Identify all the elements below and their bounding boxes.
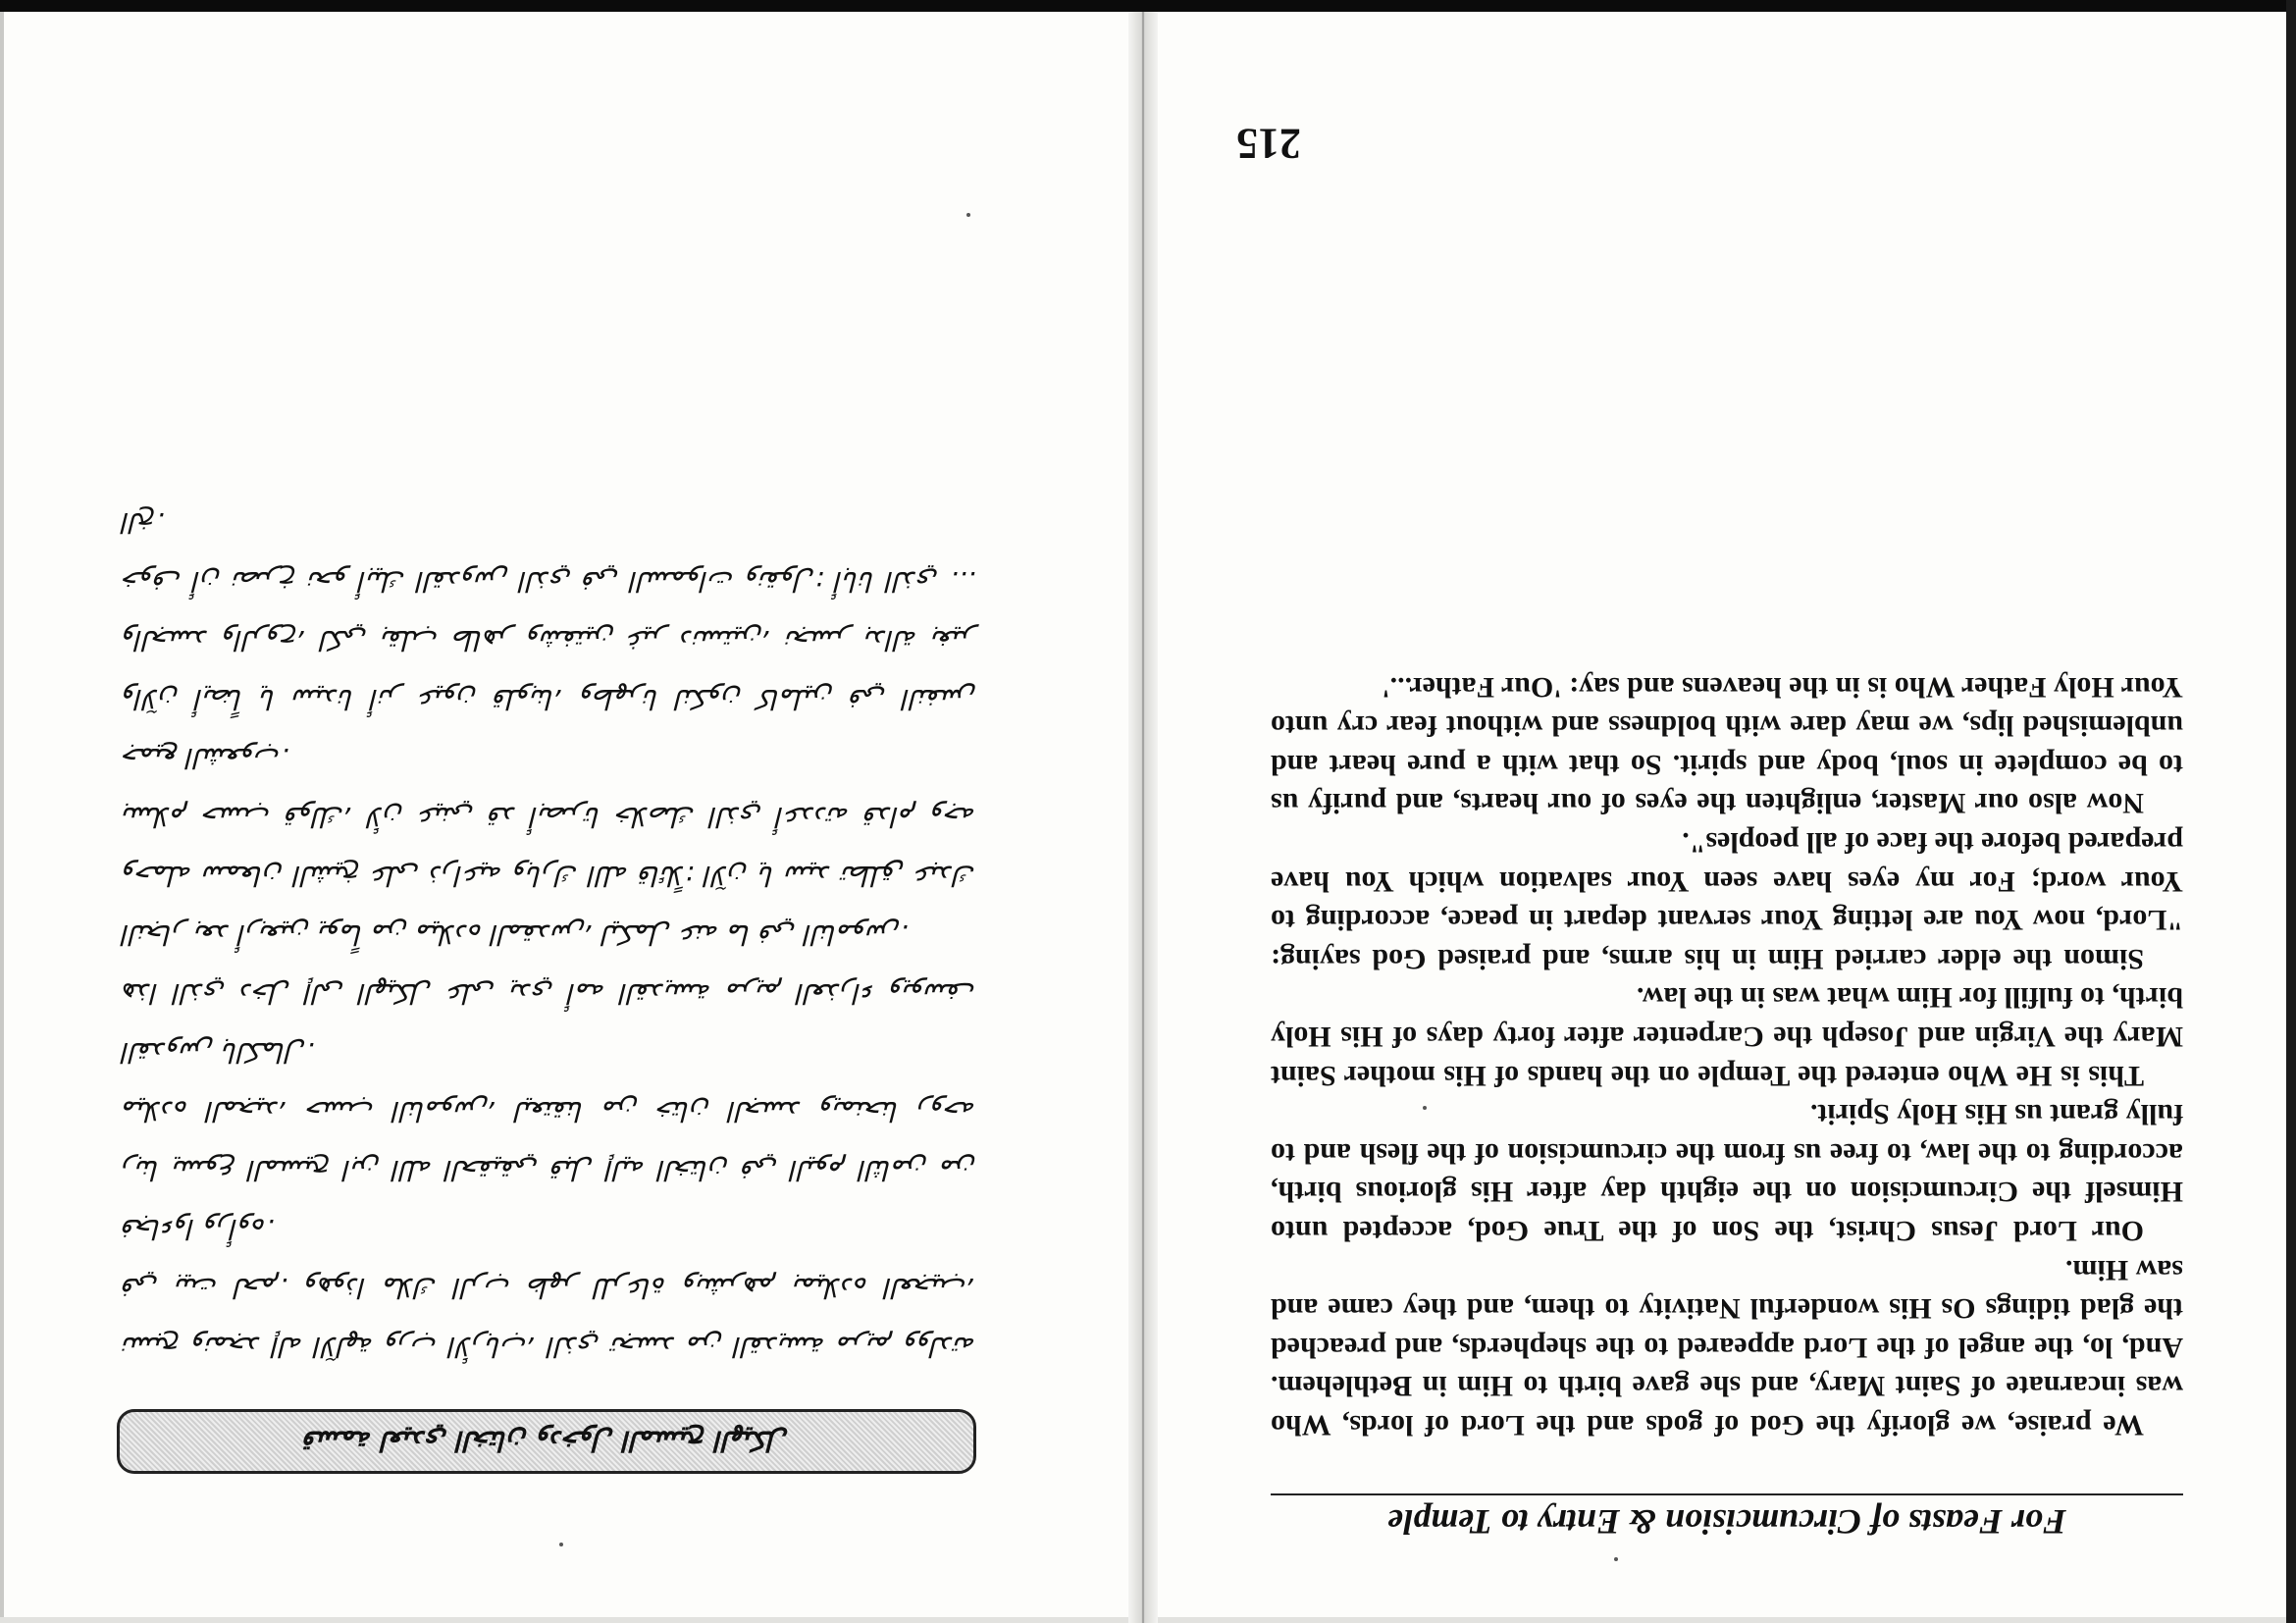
scan-speck bbox=[1423, 1106, 1427, 1110]
arabic-paragraph: والآن أيضاً يا سيدنا أنر عيون قلوبنا، وطهرنا لنكون كاملين في النفس والجسد والروح، لكي بقلب طاهر وشفتين غير دنستين، نجسر بدالة بغير خوف أن نصرخ نحو أبيك القدوس الذي في السموات ونقول: أبانا الذي ... الخ. bbox=[123, 506, 976, 715]
arabic-heading: قسمة لعيدي الختان ودخول المسيح الهيكل bbox=[304, 1425, 789, 1458]
english-text-block bbox=[1236, 51, 2218, 1582]
arabic-text-block bbox=[118, 51, 981, 1582]
english-paragraph: Simon the elder carried Him in his arms, and praised God saying: "Lord, now You are letting Your servant depart in peace, according to Your word; For my eyes have seen Your salvation which You have prepared before the face of all peoples". bbox=[1271, 826, 2183, 975]
arabic-paragraph: ربنا يسوع المسيح ابن الله الحقيقي قبل إليه الختان في اليوم الثامن من ميلاده المجيد، حسب الناموس، ليعتقنا من ختان الجسد ويمنحنا روحه القدوس بالكمال. bbox=[123, 1036, 976, 1186]
page-number: 215 bbox=[1236, 120, 1301, 168]
arabic-heading-banner bbox=[117, 1409, 976, 1474]
right-page-english bbox=[1158, 12, 2286, 1623]
scan-speck bbox=[1614, 1557, 1618, 1561]
book-gutter bbox=[1128, 12, 1158, 1623]
arabic-paragraph: وحمله سمعان الشيخ على ذراعيه وبارك الله قائلاً: الآن يا سيد تطلق عبدك بسلام حسب قولك، لأن عيني قد أبصرتا خلاصك الذي أعددته قدام وجه جميع الشعوب. bbox=[123, 742, 976, 892]
arabic-paragraph: هذا الذي دخل إلى الهيكل على يدي أمه القديسة مريم العذراء ويوسف النجار بعد أربعين يوماً من ميلاده المقدس، ليكمل عنه ما في الناموس. bbox=[123, 918, 976, 1010]
arabic-paragraphs bbox=[123, 493, 976, 1376]
left-page-arabic bbox=[0, 12, 1128, 1623]
english-paragraph: Now also our Master, enlighten the eyes of our hearts, and purify us to be complete in soul, body and spirit. So that with a pure heart and unblemished lips, we may dare with boldness and without fear cry unto Your Holy Father Who is in the heavens and say: 'Our Father...' bbox=[1271, 670, 2183, 820]
english-paragraphs bbox=[1271, 667, 2183, 1444]
section-heading: For Feasts of Circumcision & Entry to Temple bbox=[1271, 1493, 2183, 1543]
english-paragraph: This is He Who entered the Temple on the hands of His mother Saint Mary the Virgin and Joseph the Carpenter after forty days of His Holy birth, to fulfill for Him what was in the law. bbox=[1271, 981, 2183, 1092]
scan-right-border bbox=[2286, 0, 2296, 1623]
scan-speck bbox=[966, 213, 970, 217]
english-paragraph: Our Lord Jesus Christ, the Son of the True God, accepted unto Himself the Circumcision on the eighth day after His glorious birth, according to the law, to free us from the circumcision of the flesh and to fully grant us His Holy Spirit. bbox=[1271, 1098, 2183, 1248]
scan-top-border bbox=[0, 0, 2296, 12]
arabic-paragraph: نسبح ونمجد إله الآلهة ورب الأرباب، الذي تجسد من القديسة مريم وولدته في بيت لحم. وهوذا ملاك الرب ظهر للرعاة وبشرهم بميلاده العجيب، فجاءوا ورأوه. bbox=[123, 1213, 976, 1363]
scan-speck bbox=[559, 1543, 563, 1546]
english-paragraph: We praise, we glorify the God of gods and the Lord of lords, Who was incarnate of Saint Mary, and she gave birth to Him in Bethlehem. And, lo, the angel of the Lord appeared to the shepherds, and preached the glad tidings Os His wonderful Nativity to them, and they came and saw Him. bbox=[1271, 1253, 2183, 1441]
